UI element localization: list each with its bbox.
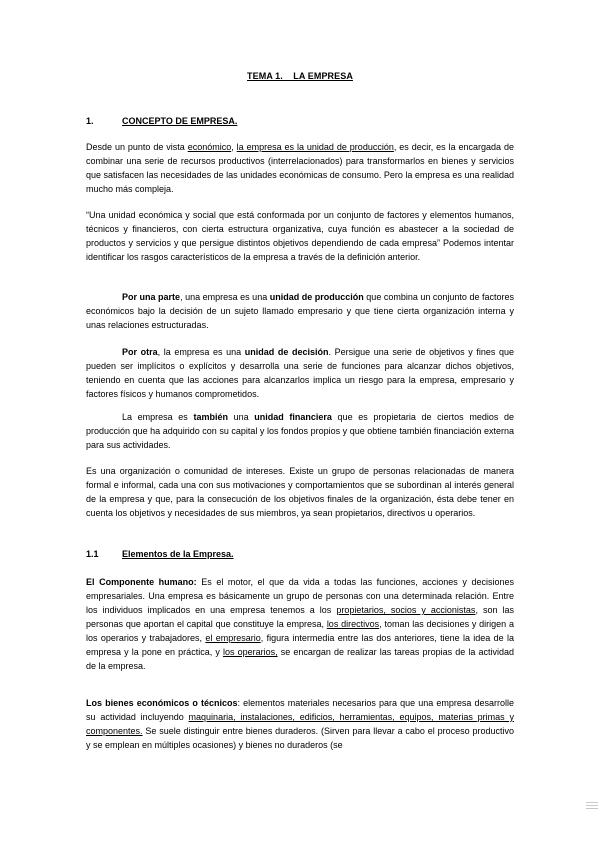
- paragraph-human-component: [86, 575, 514, 673]
- bold-term: unidad financiera: [254, 412, 332, 422]
- bold-term: Los bienes económicos o técnicos: [86, 698, 238, 708]
- underlined-term: la empresa es la unidad de producción: [236, 142, 394, 152]
- section-title: CONCEPTO DE EMPRESA.: [122, 116, 238, 126]
- text-run: , toman las decisiones y dirigen a los operarios y trabajadores,: [86, 619, 514, 643]
- text-run: se encargan de realizar las tareas propias de la actividad de la empresa.: [86, 647, 514, 671]
- bold-term: también: [193, 412, 228, 422]
- doc-title: TEMA 1. LA EMPRESA: [247, 71, 353, 81]
- text-run: . Persigue una serie de objetivos y fines que pueden ser implícitos o explícitos y desarrolla una serie de funciones para alcanzar dichos objetivos, teniendo en cuenta que las acciones para alcanzarlos implica un riesgo para la empresa, empresario y factores físicos y humanos comprometidos.: [86, 347, 515, 399]
- text-run: ,: [231, 142, 237, 152]
- text-run: Es el motor, el que da vida a todas las funciones, acciones y decisiones empresariales. Una empresa es básicamente un grupo de personas con una determinada relación. Entre los individuos implicados en una empresa tenemos a los: [86, 577, 515, 615]
- underlined-term: económico: [187, 142, 232, 152]
- scroll-indicator[interactable]: [586, 802, 598, 812]
- text-run: : elementos materiales necesarios para que una empresa desarrolle su actividad incluyendo: [86, 698, 514, 722]
- paragraph-decision-unit: [86, 345, 514, 401]
- bold-term: El Componente humano:: [86, 577, 197, 587]
- text-run: que combina un conjunto de factores económicos bajo la decisión de un sujeto llamado empresario y que tiene cierta organización interna y unas relaciones estructuradas.: [86, 292, 515, 330]
- underlined-term: propietarios, socios y accionistas: [336, 605, 476, 615]
- text-run: , una empresa es una: [180, 292, 270, 302]
- bold-term: Por otra: [122, 347, 158, 357]
- text-run: , son las personas que aportan el capital que constituye la empresa,: [86, 605, 514, 629]
- text-run: Desde un punto de vista: [86, 142, 188, 152]
- text-run: que es propietaria de ciertos medios de producción que ha adquirido con su capital y los fondos propios y que obtiene también financiación externa para sus actividades.: [86, 412, 514, 450]
- text-run: La empresa es: [122, 412, 194, 422]
- paragraph-definition: “Una unidad económica y social que está conformada por un conjunto de factores y elementos humanos, técnicos y financieros, con cierta estructura organizativa, cuya función es abastecer a la sociedad de productos y servicios y que persigue distintos objetivos dependiendo de cada empresa” Podemos intentar identificar los rasgos característicos de la empresa a través de la definición anterior.: [86, 210, 514, 262]
- paragraph-production-unit: [86, 290, 514, 332]
- paragraph-financial-unit: [86, 410, 514, 452]
- underlined-term: los operarios,: [222, 647, 278, 657]
- bold-term: Por una parte: [122, 292, 181, 302]
- paragraph-intro: [86, 140, 514, 196]
- paragraph-economic-goods: [86, 696, 514, 752]
- text-run: Se suele distinguir entre bienes duraderos. (Sirven para llevar a cabo el proceso productivo y se emplean en múltiples ocasiones) y bienes no duraderos (se: [86, 726, 514, 750]
- text-run: , la empresa es una: [157, 347, 245, 357]
- section-number: 1.1: [86, 549, 99, 559]
- section-title: Elementos de la Empresa.: [122, 549, 234, 559]
- bold-term: unidad de producción: [269, 292, 364, 302]
- paragraph-organization: Es una organización o comunidad de intereses. Existe un grupo de personas relacionadas de manera formal e informal, cada una con sus motivaciones y comportamientos que se subordinan al interés general de la empresa y que, para la consecución de los objetivos finales de la organización, ésta debe tener en cuenta los objetivos y necesidades de sus miembros, ya sean propietarios, directivos u operarios.: [86, 466, 514, 518]
- underlined-term: maquinaria, instalaciones, edificios, herramientas, equipos, materias primas y componentes.: [86, 712, 514, 736]
- underlined-term: el empresario: [205, 633, 261, 643]
- text-run: una: [227, 412, 255, 422]
- underlined-term: los directivos: [326, 619, 380, 629]
- bold-term: unidad de decisión: [244, 347, 329, 357]
- text-run: , figura intermedia entre las dos anteriores, tiene la idea de la empresa y la pone en práctica, y: [86, 633, 514, 657]
- section-number: 1.: [86, 116, 94, 126]
- text-run: , es decir, es la encargada de combinar una serie de recursos productivos (interrelacionados) para transformarlos en bienes y servicios que satisfacen las necesidades de las unidades económicas de consumo. Pero la empresa es una realidad mucho más compleja.: [86, 142, 514, 194]
